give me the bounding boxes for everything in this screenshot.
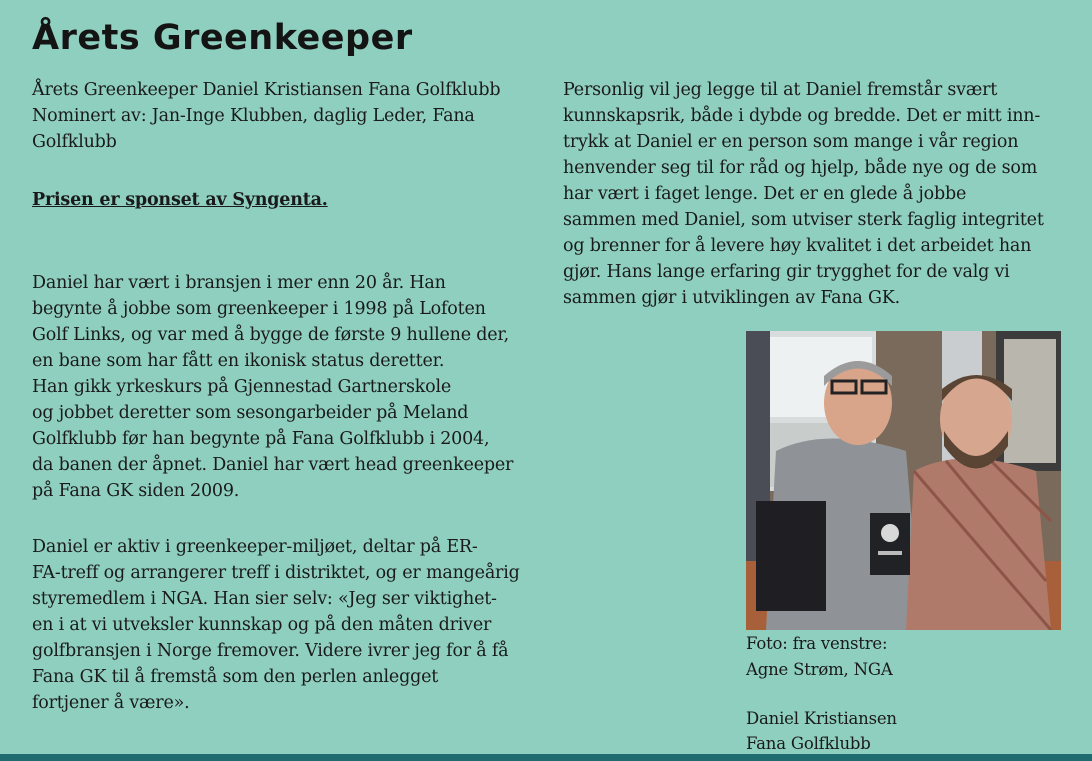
body-line: fortjener å være». bbox=[32, 693, 190, 713]
body-line: sammen gjør i utviklingen av Fana GK. bbox=[563, 288, 901, 308]
body-line: golfbransjen i Norge fremover. Videre ivrer jeg for å få bbox=[32, 641, 509, 661]
intro-line: Golfklubb bbox=[32, 132, 117, 152]
body-line: styremedlem i NGA. Han sier selv: «Jeg ser viktighet- bbox=[32, 589, 497, 609]
body-line: Golf Links, og var med å bygge de første 9 hullene der, bbox=[32, 325, 510, 345]
body-line: en bane som har fått en ikonisk status deretter. bbox=[32, 351, 445, 371]
body-line: og jobbet deretter som sesongarbeider på Meland bbox=[32, 403, 469, 423]
body-line: sammen med Daniel, som utviser sterk faglig integritet bbox=[563, 210, 1044, 230]
body-line: gjør. Hans lange erfaring gir trygghet for de valg vi bbox=[563, 262, 1010, 282]
intro-line: Årets Greenkeeper Daniel Kristiansen Fana Golfklubb bbox=[32, 80, 501, 100]
body-line: og brenner for å levere høy kvalitet i det arbeidet han bbox=[563, 236, 1032, 256]
body-line: Fana GK til å fremstå som den perlen anlegget bbox=[32, 667, 439, 687]
body-line: Daniel er aktiv i greenkeeper-miljøet, deltar på ER- bbox=[32, 537, 478, 557]
body-line: Golfklubb før han begynte på Fana Golfklubb i 2004, bbox=[32, 429, 490, 449]
body-line: Daniel har vært i bransjen i mer enn 20 år. Han bbox=[32, 273, 446, 293]
body-line: henvender seg til for råd og hjelp, både nye og de som bbox=[563, 158, 1038, 178]
intro-line: Nominert av: Jan-Inge Klubben, daglig Leder, Fana bbox=[32, 106, 475, 126]
caption-line: Foto: fra venstre: bbox=[746, 634, 888, 653]
body-line: begynte å jobbe som greenkeeper i 1998 på Lofoten bbox=[32, 299, 486, 319]
bottom-bar bbox=[0, 754, 1092, 761]
body-line: kunnskapsrik, både i dybde og bredde. Det er mitt inn- bbox=[563, 106, 1041, 126]
award-photo bbox=[746, 331, 1061, 630]
body-line: FA-treff og arrangerer treff i distriktet, og er mangeårig bbox=[32, 563, 520, 583]
body-line: på Fana GK siden 2009. bbox=[32, 481, 240, 501]
caption-line: Fana Golfklubb bbox=[746, 734, 871, 753]
article-title: Årets Greenkeeper bbox=[32, 18, 413, 58]
body-line: har vært i faget lenge. Det er en glede å jobbe bbox=[563, 184, 967, 204]
sponsor-line: Prisen er sponset av Syngenta. bbox=[32, 190, 328, 210]
caption-line: Agne Strøm, NGA bbox=[746, 660, 893, 679]
body-line: trykk at Daniel er en person som mange i vår region bbox=[563, 132, 1019, 152]
body-line: en i at vi utveksler kunnskap og på den måten driver bbox=[32, 615, 492, 635]
body-line: Personlig vil jeg legge til at Daniel fremstår svært bbox=[563, 80, 998, 100]
body-line: da banen der åpnet. Daniel har vært head greenkeeper bbox=[32, 455, 514, 475]
body-line: Han gikk yrkeskurs på Gjennestad Gartnerskole bbox=[32, 377, 452, 397]
caption-line: Daniel Kristiansen bbox=[746, 709, 897, 728]
